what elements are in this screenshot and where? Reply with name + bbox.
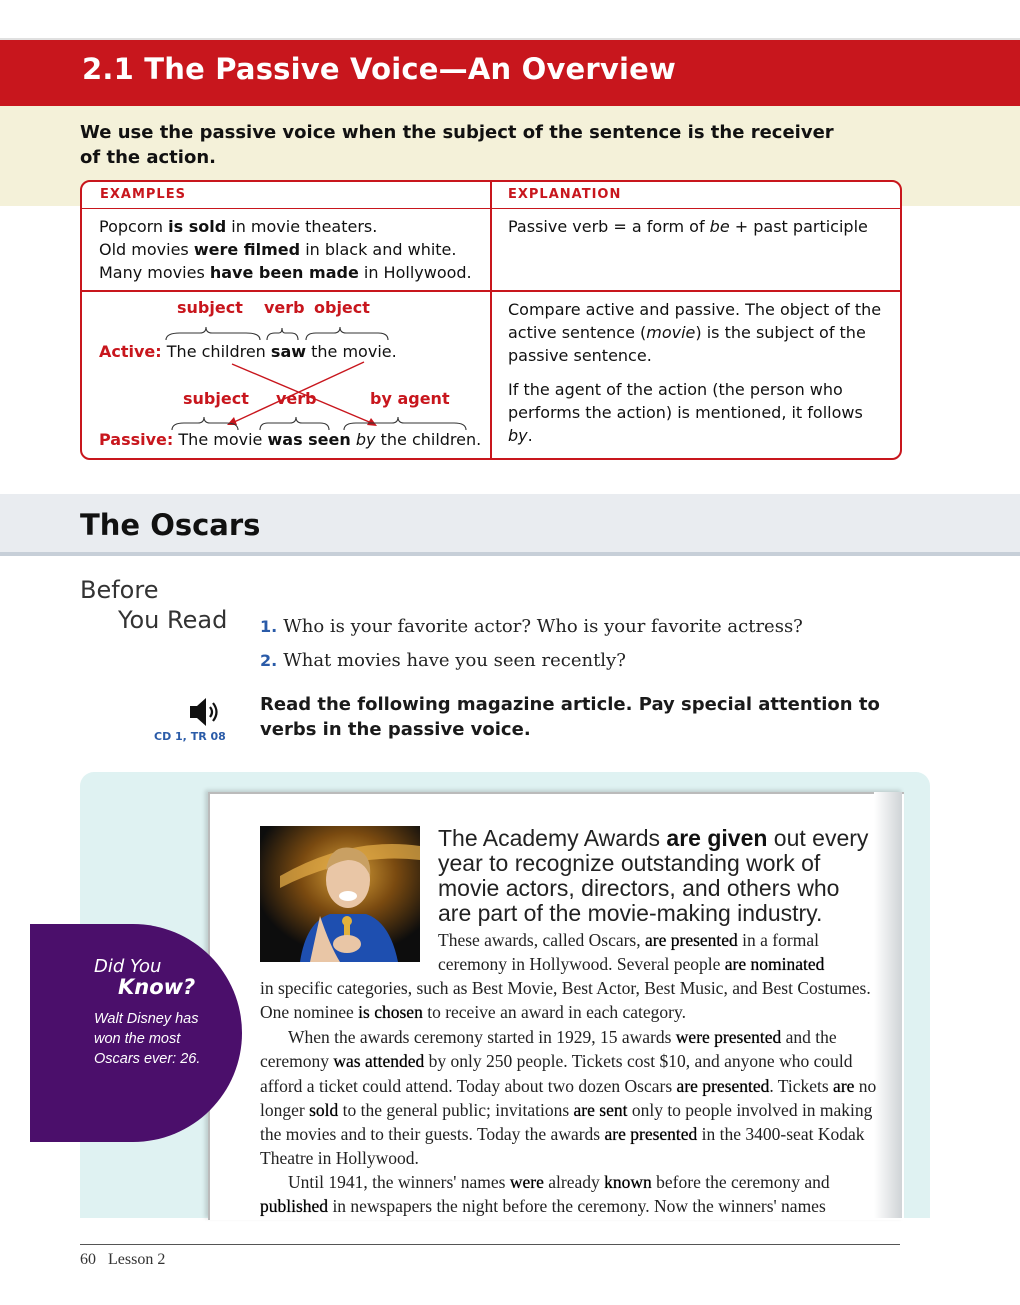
article-paragraph-1a: These awards, called Oscars, are presented in a formal ceremony in Hollywood. Several people are nominated [438, 930, 825, 975]
oscar-winner-photo [260, 826, 420, 962]
question-2: 2. What movies have you seen recently? [260, 650, 626, 671]
lesson-label: Lesson 2 [108, 1251, 166, 1268]
column-divider [490, 182, 492, 458]
audio-speaker-icon[interactable] [188, 696, 222, 728]
example-line: Many movies have been made in Hollywood. [99, 263, 472, 282]
before-you-read-line2: You Read [118, 606, 228, 634]
did-you-know-title-1: Did You [94, 956, 162, 977]
row1-explanation: Passive verb = a form of be + past participle [508, 217, 868, 236]
active-sentence: Active: The children saw the movie. [99, 342, 397, 361]
article-paragraph-1b: in specific categories, such as Best Movie, Best Actor, Best Music, and Best Costumes. One nominee is chosen to receive an award in each category. [260, 978, 871, 1023]
example-line: Old movies were filmed in black and white. [99, 240, 457, 259]
grammar-table [80, 180, 902, 460]
section-title: 2.1 The Passive Voice—An Overview [82, 52, 677, 86]
active-verb-label: verb [264, 298, 305, 317]
oscar-winner-photo-illustration [260, 826, 420, 962]
did-you-know-title-2: Know? [118, 975, 196, 999]
page-number: 60 [80, 1251, 96, 1268]
row1-examples [99, 215, 479, 284]
question-1: 1. Who is your favorite actor? Who is your favorite actress? [260, 616, 803, 637]
passive-sentence: Passive: The movie was seen by the children. [99, 430, 482, 449]
examples-header: EXAMPLES [100, 187, 186, 202]
active-subject-label: subject [177, 298, 243, 317]
row2-explanation-2: If the agent of the action (the person who performs the action) is mentioned, it follows by. [508, 380, 863, 445]
reading-title: The Oscars [80, 508, 261, 542]
did-you-know-fact: Walt Disney has won the most Oscars ever: 26. [94, 1011, 201, 1067]
example-line: Popcorn is sold in movie theaters. [99, 217, 378, 236]
footer-rule [80, 1244, 900, 1245]
intro-text: We use the passive voice when the subject of the sentence is the receiver of the action. [80, 122, 834, 168]
reading-instruction: Read the following magazine article. Pay special attention to verbs in the passive voice. [260, 694, 880, 740]
row2-explanation-1: Compare active and passive. The object of the active sentence (movie) is the subject of the passive sentence. [508, 300, 882, 365]
cd-track-label: CD 1, TR 08 [154, 730, 226, 743]
row-divider [82, 290, 900, 292]
before-you-read-line1: Before [80, 576, 159, 604]
active-object-label: object [314, 298, 370, 317]
passive-subject-label: subject [183, 389, 249, 408]
article-paragraph-2: When the awards ceremony started in 1929, 15 awards were presented and the ceremony was attended by only 250 people. Tickets cost $10, and anyone who could afford a ticket could attend. Today about two dozen Oscars are presented. Tickets are no longer sold to the general public; invitations are sent only to people involved in making the movies and to their guests. Today the awards are presented in the 3400-seat Kodak Theatre in Hollywood. [260, 1027, 877, 1169]
passive-verb-label: verb [276, 389, 317, 408]
article-lead: The Academy Awards are given out every year to recognize outstanding work of movie actors, directors, and others who are part of the movie-making industry. [438, 825, 869, 926]
explanation-header: EXPLANATION [508, 187, 622, 202]
page-footer [80, 1251, 165, 1269]
article-paragraph-3: Until 1941, the winners' names were already known before the ceremony and published in newspapers the night before the ceremony. Now the winners' names [260, 1172, 830, 1217]
passive-agent-label: by agent [370, 389, 450, 408]
